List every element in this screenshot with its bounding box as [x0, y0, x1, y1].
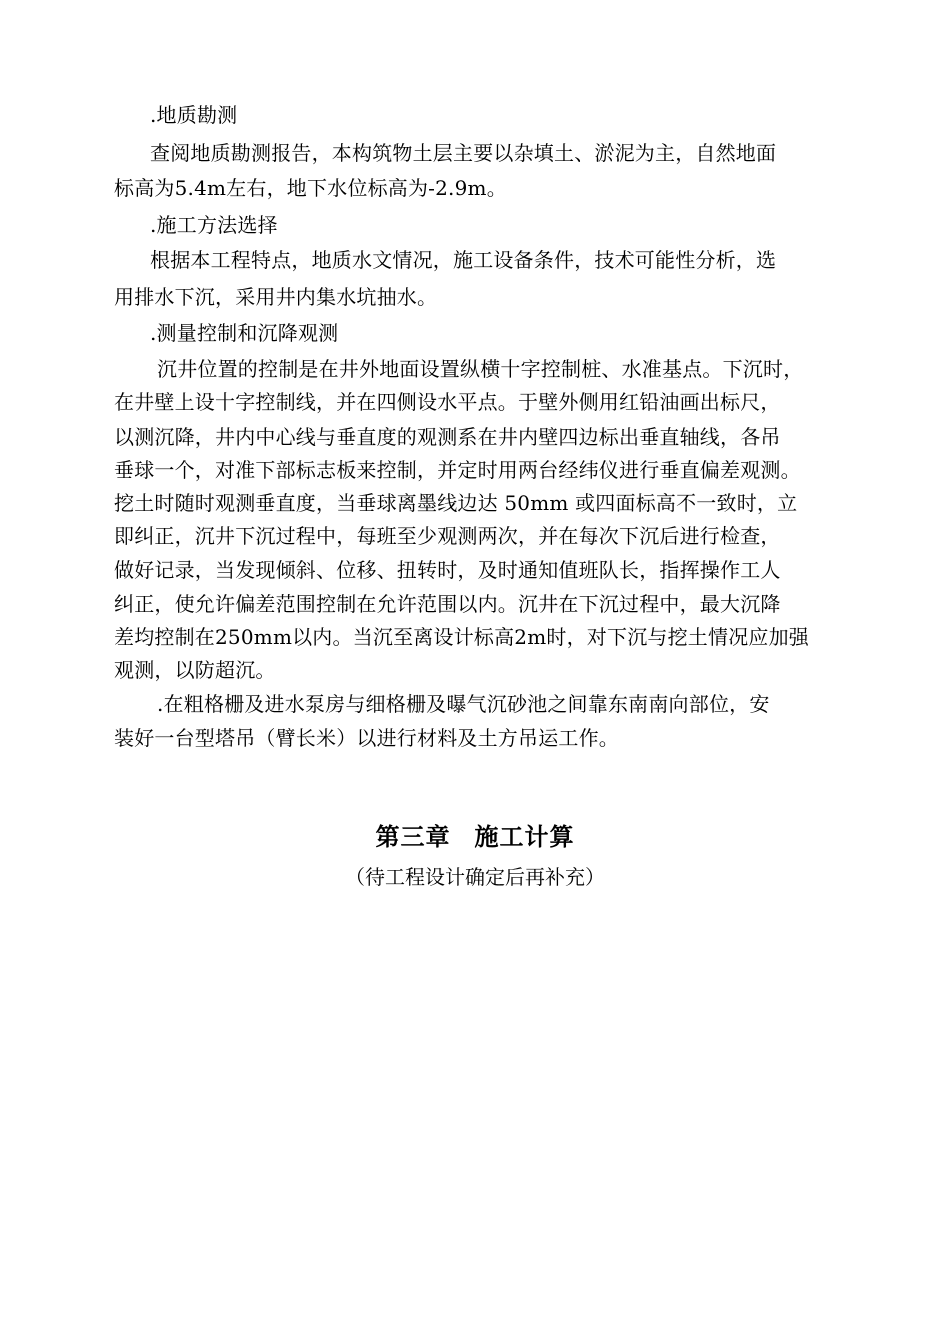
paragraph-line: 沉井位置的控制是在井外地面设置纵横十字控制桩、水准基点。下沉时，	[157, 357, 804, 381]
paragraph-line: .在粗格栅及进水泵房与细格栅及曝气沉砂池之间靠东南南向部位，安	[157, 692, 770, 716]
paragraph-line: 挖土时随时观测垂直度，当垂球离墨线边达 50mm 或四面标高不一致时，立	[114, 491, 798, 515]
paragraph-line: 以测沉降，井内中心线与垂直度的观测系在井内壁四边标出垂直轴线，各吊	[114, 425, 781, 449]
paragraph-line: 用排水下沉，采用井内集水坑抽水。	[114, 285, 438, 309]
section-heading-survey: .测量控制和沉降观测	[150, 321, 339, 345]
chapter-number: 第三章	[375, 823, 451, 851]
paragraph-line: 根据本工程特点，地质水文情况，施工设备条件，技术可能性分析，选	[150, 248, 777, 272]
paragraph-line: 做好记录，当发现倾斜、位移、扭转时，及时通知值班队长，指挥操作工人	[114, 558, 781, 582]
paragraph-line: 垂球一个，对准下部标志板来控制，并定时用两台经纬仪进行垂直偏差观测。	[114, 458, 801, 482]
chapter-title: 施工计算	[474, 823, 575, 851]
paragraph-line: 观测，以防超沉。	[114, 658, 276, 682]
paragraph-line: 即纠正，沉井下沉过程中，每班至少观测两次，并在每次下沉后进行检查，	[114, 524, 781, 548]
chapter-note: （待工程设计确定后再补充）	[345, 865, 605, 889]
paragraph-line: 纠正，使允许偏差范围控制在允许范围以内。沉井在下沉过程中，最大沉降	[114, 592, 781, 616]
paragraph-line: 在井壁上设十字控制线，并在四侧设水平点。于壁外侧用红铅油画出标尺，	[114, 390, 781, 414]
section-heading-geology: .地质勘测	[150, 103, 238, 127]
paragraph-line: 标高为5.4m左右，地下水位标高为-2.9m。	[114, 176, 507, 200]
paragraph-line: 差均控制在250mm以内。当沉至离设计标高2m时，对下沉与挖土情况应加强	[114, 625, 809, 649]
section-heading-method: .施工方法选择	[150, 213, 278, 237]
paragraph-line: 装好一台型塔吊（臂长米）以进行材料及土方吊运工作。	[114, 726, 619, 750]
chapter-heading	[0, 820, 950, 854]
paragraph-line: 查阅地质勘测报告，本构筑物土层主要以杂填土、淤泥为主，自然地面	[150, 141, 777, 165]
